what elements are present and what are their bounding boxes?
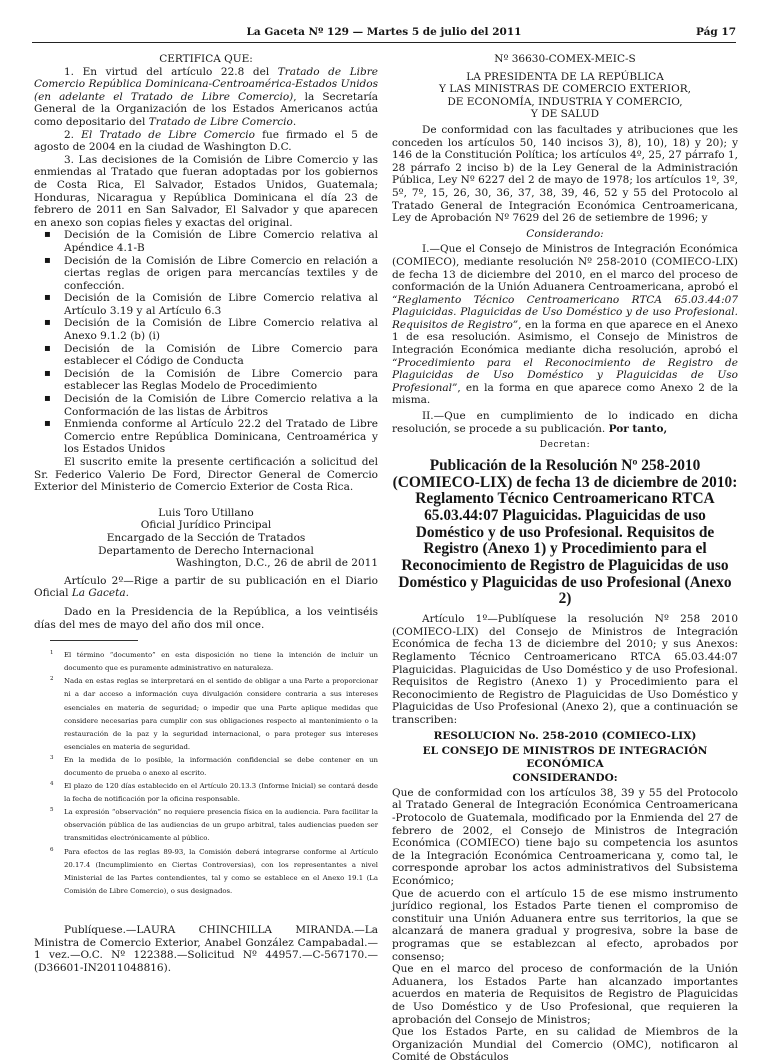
text: fue firmado el 5 de agosto de 2004 en la ciudad de Washington D.C. <box>34 128 378 154</box>
list-item: ▪ Decisión de la Comisión de Libre Comercio para establecer las Reglas Modelo de Procedimiento <box>64 368 378 393</box>
signer-title: Oficial Jurídico Principal <box>140 519 272 532</box>
text: , en la forma en que aparece en el Anexo 1 de esa resolución. Asimismo, el Consejo de Ministros de Integración Económica mediante dicha resolución, aprobó el <box>392 318 738 357</box>
bold-text: Por tanto, <box>608 422 668 435</box>
footnote-text: Para efectos de las reglas 89-93, la Comisión deberá integrarse conforme al Artículo 20.17.4 (Incumplimiento en Ciertas Controversias), con los representantes a nivel Ministerial de las Partes contendientes, tal y como se establece en el Anexo 19.1 (La Comisión de Libre Comercio), o sus designados. <box>64 847 378 895</box>
footnote-text: El plazo de 120 días establecido en el Artículo 20.13.3 (Informe Inicial) se contará desde la fecha de notificación por la oficina responsable. <box>64 782 378 804</box>
footnote <box>34 675 378 754</box>
text: . <box>125 587 129 600</box>
issuer-line: Y DE SALUD <box>530 108 600 121</box>
list-item: ▪ Decisión de la Comisión de Libre Comercio relativa al Apéndice 4.1-B <box>64 229 378 254</box>
list-item: ▪ Decisión de la Comisión de Libre Comercio en relación a ciertas reglas de origen para mercancías textiles y de confección. <box>64 255 378 293</box>
certifica-heading: CERTIFICA QUE: <box>159 53 253 65</box>
text: , la Secretaría General de la Organización de los Estados Americanos actúa como depositario del <box>34 90 378 128</box>
footnote-number: 2 <box>50 676 54 683</box>
italic-text: “Procedimiento para el Reconocimiento de Registro de Plaguicidas de Uso Doméstico y Plaguicidas de Uso Profesional” <box>392 356 738 394</box>
text: 1. En virtud del artículo 22.8 del <box>64 65 278 78</box>
decree-issuers <box>392 71 738 121</box>
considerando-caps-heading: CONSIDERANDO: <box>512 772 618 785</box>
considerando-1 <box>392 243 738 407</box>
left-column <box>34 53 378 974</box>
considerando-paragraph: Que de acuerdo con el artículo 15 de ese mismo instrumento jurídico regional, los Estados Parte tienen el compromiso de constituir una Unión Aduanera entre sus territorios, la que se alcanzará de manera gradual y progresiva, sobre la base de programas que se establezcan al efecto, aprobados por consenso; <box>392 887 738 963</box>
footnote-text: En la medida de lo posible, la información confidencial se debe contener en un documento de prueba o anexo al escrito. <box>64 755 378 777</box>
page-header <box>32 26 736 42</box>
signer-title: Encargado de la Sección de Tratados <box>106 531 306 544</box>
header-page-number: Pág 17 <box>695 26 736 38</box>
footnote <box>34 754 378 780</box>
issuer-line: LA PRESIDENTA DE LA REPÚBLICA <box>466 70 664 83</box>
footnote-text: Nada en estas reglas se interpretará en el sentido de obligar a una Parte a proporcionar ni a dar acceso a información cuya divulgación considere contraria a sus intereses esenciales en materia de seguridad; o impedir que una Parte aplique medidas que considere necesarias para cumplir con sus obligaciones respecto al mantenimiento o la restauración de la paz y la seguridad internacional, o para proteger sus intereses esenciales en materia de seguridad. <box>64 677 378 751</box>
issuer-line: DE ECONOMÍA, INDUSTRIA Y COMERCIO, <box>447 95 683 108</box>
paragraph-3: 3. Las decisiones de la Comisión de Libre Comercio y las enmiendas al Tratado que fueran adoptadas por los gobiernos de Costa Rica, El Salvador, Estados Unidos, Guatemala; Honduras, Nicaragua y República Dominicana el día 23 de febrero de 2011 en San Salvador, El Salvador y que aparecen en anexo son copias fieles y exactas del original. <box>34 153 378 229</box>
italic-text: La Gaceta <box>71 587 126 600</box>
considerando-paragraph: Que los Estados Parte, en su calidad de Miembros de la Organización Mundial del Comercio (OMC), notificaron al Comité de Obstáculos <box>392 1026 738 1064</box>
footnote-number: 4 <box>50 781 54 788</box>
italic-text: “Reglamento Técnico Centroamericano RTCA 65.03.44:07 Plaguicidas. Plaguicidas de Uso Doméstico y de uso Profesional. Requisitos de Registro” <box>392 293 738 331</box>
header-publication: La Gaceta Nº 129 — Martes 5 de julio del 2011 <box>246 26 522 38</box>
footnotes <box>34 649 378 898</box>
right-column <box>392 53 738 1064</box>
text: Artículo 2º—Rige a partir de su publicación en el Diario Oficial <box>34 574 378 600</box>
signature-date: Washington, D.C., 26 de abril de 2011 <box>175 557 378 570</box>
footnote <box>34 846 378 898</box>
signer-name: Luis Toro Utillano <box>158 506 254 519</box>
footnote <box>34 806 378 845</box>
list-item: ▪ Decisión de la Comisión de Libre Comercio para establecer el Código de Conducta <box>64 343 378 368</box>
list-item: ▪ Decisión de la Comisión de Libre Comercio relativa a la Conformación de las listas de Árbitros <box>64 393 378 418</box>
considerando-paragraph: Que de conformidad con los artículos 38, 39 y 55 del Protocolo al Tratado General de Integración Económica Centroamericana -Protocolo de Guatemala, modificado por la Enmienda del 27 de febrero de 2002, el Consejo de Ministros de Integración Económica (COMIECO) tiene bajo su competencia los asuntos de la Integración Económica Centroamericana y, como tal, le corresponde aprobar los actos administrativos del Subsistema Económico; <box>392 786 738 888</box>
footnote-rule <box>50 640 138 641</box>
article-1: Artículo 1º—Publíquese la resolución Nº 258 2010 (COMIECO-LIX) del Consejo de Ministros de Integración Económica de fecha 13 de diciembre del 2010; y sus Anexos: Reglamento Técnico Centroamericano RTCA 65.03.44:07 Plaguicidas. Plaguicidas de Uso Doméstico y de uso Profesional. Requisitos de Registro (Anexo 1) y Procedimiento para el Reconocimiento de Registro de Plaguicidas de Uso Doméstico y Plaguicidas de Uso Profesional (Anexo 2), que a continuación se transcriben: <box>392 613 738 726</box>
footnote <box>34 649 378 675</box>
italic-text: Tratado de Libre Comercio <box>148 115 293 128</box>
article-2 <box>34 575 378 600</box>
signature-block <box>34 507 378 570</box>
text: 2. <box>64 128 82 141</box>
issuer-line: Y LAS MINISTRAS DE COMERCIO EXTERIOR, <box>438 83 692 96</box>
footnote-number: 1 <box>50 650 54 657</box>
footnote-text: La expresión “observación” no requiere presencia física en la audiencia. Para facilitar la observación pública de las audiencias de un grupo arbitral, tales audiencias pueden ser transmitidas electrónicamente al público. <box>64 808 378 843</box>
resolution-headline: Publicación de la Resolución Nº 258-2010 (COMIECO-LIX) de fecha 13 de diciembre de 2010: Reglamento Técnico Centroamericano RTCA 65.03.44:07 Plaguicidas. Plaguicidas de uso Doméstico y de uso Profesional. Requisitos de Registro (Anexo 1) y Procedimiento para el Reconocimiento de Registro de Plaguicidas de uso Doméstico y Plaguicidas de uso Profesional (Anexo 2) <box>392 456 738 608</box>
text: . <box>292 115 297 128</box>
text: , en la forma en que aparece como Anexo 2 de la misma. <box>392 381 738 407</box>
list-item: ▪ Decisión de la Comisión de Libre Comercio relativa al Anexo 9.1.2 (b) (i) <box>64 317 378 342</box>
considerando-heading: Considerando: <box>526 227 604 240</box>
footnote-text: El término “documento” en esta disposición no tiene la intención de incluir un documento que es puramente administrativo en naturaleza. <box>64 651 378 673</box>
considerando-paragraph: Que en el marco del proceso de conformación de la Unión Aduanera, los Estados Parte han alcanzado importantes acuerdos en materia de Requisitos de Registro de Plaguicidas de Uso Doméstico y de Uso Profesional, que requieren la aprobación del Consejo de Ministros; <box>392 963 738 1026</box>
consejo-heading: EL CONSEJO DE MINISTROS DE INTEGRACIÓN ECONÓMICA <box>422 745 708 770</box>
text: I.—Que el Consejo de Ministros de Integración Económica (COMIECO), mediante resolución Nº 258-2010 (COMIECO-LIX) de fecha 13 de diciembre del 2010, en el marco del proceso de conformación de la Unión Aduanera Centroamericana, aprobó el <box>392 243 738 294</box>
paragraph-1 <box>34 66 378 129</box>
decretan-heading: Decretan: <box>539 440 591 451</box>
list-item: ▪ Enmienda conforme al Artículo 22.2 del Tratado de Libre Comercio entre República Dominicana, Centroamérica y los Estados Unidos <box>64 418 378 456</box>
considerando-2 <box>392 410 738 435</box>
decisions-list <box>34 229 378 456</box>
paragraph-4: El suscrito emite la presente certificación a solicitud del Sr. Federico Valerio De Ford, Director General de Comercio Exterior del Ministerio de Comercio Exterior de Costa Rica. <box>34 456 378 494</box>
decree-number: Nº 36630-COMEX-MEIC-S <box>494 53 636 65</box>
footnote-number: 6 <box>50 846 54 853</box>
resolution-title: RESOLUCION No. 258-2010 (COMIECO-LIX) <box>433 730 697 743</box>
header-rule <box>32 42 736 43</box>
italic-text: El Tratado de Libre Comercio <box>81 128 255 141</box>
list-item: ▪ Decisión de la Comisión de Libre Comercio relativa al Artículo 3.19 y al Artículo 6.3 <box>64 292 378 317</box>
paragraph-2 <box>34 129 378 154</box>
publiquese-paragraph: Publíquese.—LAURA CHINCHILLA MIRANDA.—La Ministra de Comercio Exterior, Anabel González Campabadal.—1 vez.—O.C. Nº 122388.—Solicitud Nº 44957.—C-567170.—(D36601-IN2011048816). <box>34 923 378 974</box>
italic-text: Tratado de Libre Comercio República Dominicana-Centroamérica-Estados Unidos (en adelante el Tratado de Libre Comercio) <box>34 65 378 103</box>
signer-title: Departamento de Derecho Internacional <box>98 544 314 557</box>
footnote-number: 3 <box>50 754 54 761</box>
text: II.—Que en cumplimiento de lo indicado en dicha resolución, se procede a su publicación. <box>392 410 738 435</box>
footnote-number: 5 <box>50 807 54 814</box>
footnote <box>34 780 378 806</box>
dado-paragraph: Dado en la Presidencia de la República, a los veintiséis días del mes de mayo del año dos mil once. <box>34 605 378 631</box>
conformidad-paragraph: De conformidad con las facultades y atribuciones que les conceden los artículos 50, 140 incisos 3), 8), 10), 18) y 20); y 146 de la Constitución Política; los artículos 4º, 25, 27 párrafo 1, 28 párrafo 2 inciso b) de la Ley General de la Administración Pública, Ley Nº 6227 del 2 de mayo de 1978; los artículos 1º, 3º, 5º, 7º, 15, 26, 30, 36, 37, 38, 39, 46, 52 y 55 del Protocolo al Tratado General de Integración Económica Centroamericana, Ley de Aprobación Nº 7629 del 26 de setiembre de 1996; y <box>392 123 738 225</box>
